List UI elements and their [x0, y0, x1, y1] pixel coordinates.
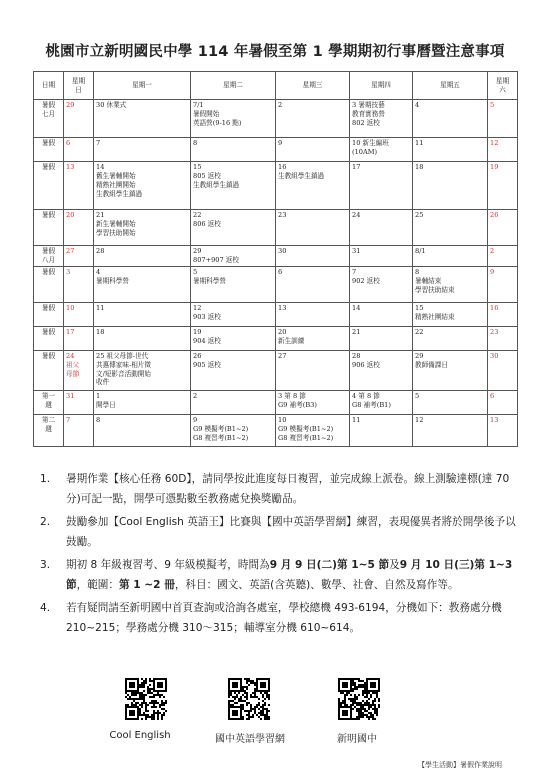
event-text: 文/短影音活動開始	[96, 369, 151, 378]
calendar-cell	[413, 266, 488, 302]
note-item	[40, 599, 525, 638]
day-number: 22	[415, 327, 424, 336]
day-number: 16	[490, 303, 499, 312]
calendar-cell	[413, 350, 488, 390]
calendar-row	[34, 326, 518, 350]
day-number: 1	[96, 391, 101, 400]
calendar-cell	[350, 210, 413, 246]
calendar-cell	[350, 266, 413, 302]
calendar-cell	[64, 162, 94, 210]
day-number: 13	[490, 415, 499, 424]
day-number: 8/1	[415, 247, 426, 255]
calendar-cell	[94, 246, 191, 267]
calendar-cell	[276, 302, 350, 326]
calendar-cell	[413, 414, 488, 446]
notes-list	[40, 470, 525, 642]
day-number: 9	[193, 415, 198, 424]
day-number: 25	[415, 211, 424, 219]
qr-code-label: 國中英語學習網	[215, 734, 285, 745]
note-item	[40, 470, 525, 509]
calendar-row	[34, 210, 518, 246]
note-highlight: 第 1 ~2 冊	[118, 578, 175, 591]
event-text: G8 補考(B1)	[352, 400, 391, 409]
calendar-cell	[94, 326, 191, 350]
footer-caption: 【學生活動】暑假作業說明	[418, 761, 502, 769]
calendar-header-5: 星期四	[350, 72, 413, 100]
event-text: (10AM)	[352, 147, 378, 156]
day-number: 2	[278, 101, 283, 109]
week-label: 暑假	[34, 210, 64, 246]
calendar-cell	[276, 162, 350, 210]
day-number: 29	[66, 101, 75, 109]
note-item	[40, 513, 525, 552]
week-label: 暑假	[34, 138, 64, 162]
day-number: 20	[278, 327, 287, 336]
calendar-cell	[350, 162, 413, 210]
event-text: 精熟社團開始	[96, 180, 136, 189]
calendar-cell	[191, 302, 276, 326]
event-text: 生教組學生鎮過	[193, 180, 240, 189]
event-text: 生教組學生鎮過	[278, 171, 325, 180]
day-number: 7	[352, 267, 357, 276]
calendar-cell	[94, 350, 191, 390]
day-number: 5	[415, 391, 420, 400]
calendar-cell	[94, 138, 191, 162]
day-number: 11	[96, 303, 105, 312]
calendar-header-7: 星期 六	[488, 72, 518, 100]
calendar-cell	[350, 390, 413, 414]
calendar-cell	[94, 266, 191, 302]
event-text: G9 補考(B3)	[278, 400, 317, 409]
day-number: 6	[66, 139, 71, 147]
calendar-cell	[191, 266, 276, 302]
event-text: G9 模擬考(B1~2)	[278, 424, 334, 433]
day-number: 2	[193, 391, 198, 400]
week-label: 暑假	[34, 266, 64, 302]
week-label: 暑假 七月	[34, 100, 64, 138]
day-number: 14	[352, 303, 361, 312]
page-title: 桃園市立新明國民中學 114 年暑假至第 1 學期期初行事曆暨注意事項	[45, 44, 505, 60]
event-text: 開學日	[96, 400, 116, 409]
day-number: 15	[193, 163, 202, 171]
day-number: 24	[352, 211, 361, 219]
day-number: 18	[415, 163, 424, 171]
calendar-cell	[488, 350, 518, 390]
calendar-header-row	[34, 72, 518, 100]
calendar-cell	[191, 326, 276, 350]
day-number: 17	[352, 163, 361, 171]
day-number: 10	[66, 303, 75, 312]
note-text: ，科目：國文、英語(含英聽)、數學、社會、自然及寫作等。	[174, 578, 459, 591]
calendar-row	[34, 266, 518, 302]
event-text: 學習扶助開始	[96, 228, 136, 237]
day-number: 10 新生編班	[352, 139, 389, 147]
day-number: 13	[66, 163, 75, 171]
note-highlight: 9 月 10 日(三)第 1~3 節	[66, 559, 513, 591]
day-number: 4	[96, 267, 101, 276]
day-number: 30 休業式	[96, 101, 127, 109]
day-number: 3	[66, 267, 71, 276]
qr-code-label: 新明國中	[337, 734, 377, 745]
calendar-cell	[276, 210, 350, 246]
event-text: 暑輔結束	[415, 276, 442, 285]
day-number: 16	[278, 163, 287, 171]
event-text: 學習扶助結束	[415, 285, 455, 294]
day-number: 13	[278, 303, 287, 312]
day-number: 29	[193, 247, 202, 255]
calendar-cell	[276, 246, 350, 267]
calendar-row	[34, 100, 518, 138]
event-text: 802 返校	[352, 118, 380, 127]
event-text: 英語營(9-16 點)	[193, 118, 242, 127]
day-number: 8	[193, 139, 198, 147]
day-number: 27	[278, 351, 287, 360]
event-text: 教育實務營	[352, 109, 385, 118]
week-label: 第一 週	[34, 390, 64, 414]
week-label: 暑假	[34, 302, 64, 326]
calendar-cell	[350, 350, 413, 390]
event-text: G9 模擬考(B1~2)	[193, 424, 249, 433]
note-text: 及	[389, 559, 400, 571]
day-number: 9	[278, 139, 283, 147]
event-text: 教師備課日	[415, 360, 448, 369]
calendar-cell	[276, 138, 350, 162]
calendar-cell	[94, 162, 191, 210]
week-label: 暑假	[34, 350, 64, 390]
calendar-cell	[64, 266, 94, 302]
event-text: 905 返校	[193, 360, 221, 369]
event-text: 暑期科學營	[193, 276, 226, 285]
day-number: 7/1	[193, 101, 204, 109]
event-text: 精熟社團結束	[415, 312, 455, 321]
day-number: 5	[490, 101, 495, 109]
day-number: 6	[490, 391, 495, 400]
calendar-cell	[64, 100, 94, 138]
event-text: 906 返校	[352, 360, 380, 369]
calendar-header-0: 日期	[34, 72, 64, 100]
calendar-row	[34, 414, 518, 446]
week-label: 暑假	[34, 326, 64, 350]
day-number: 3 暑期技藝	[352, 101, 385, 109]
calendar-cell	[488, 302, 518, 326]
calendar-row	[34, 246, 518, 267]
calendar-cell	[276, 266, 350, 302]
calendar-cell	[413, 390, 488, 414]
day-number: 27	[66, 247, 75, 255]
calendar-cell	[191, 138, 276, 162]
event-text: 807+907 返校	[193, 255, 239, 264]
calendar-cell	[413, 162, 488, 210]
day-number: 19	[490, 163, 499, 171]
day-number: 4 第 8 節	[352, 391, 380, 400]
day-number: 6	[278, 267, 283, 276]
event-text: 祖父	[66, 360, 80, 369]
calendar-cell	[191, 100, 276, 138]
qr-code-icon	[338, 678, 380, 720]
calendar-cell	[488, 390, 518, 414]
day-number: 25 祖父母節-世代	[96, 351, 149, 360]
day-number: 19	[193, 327, 202, 336]
event-text: 903 返校	[193, 312, 221, 321]
calendar-cell	[94, 390, 191, 414]
day-number: 28	[352, 351, 361, 360]
note-number: 1.	[40, 473, 51, 485]
day-number: 22	[193, 211, 202, 219]
note-highlight: 9 月 9 日(二)第 1~5 節	[269, 559, 390, 571]
qr-code-icon	[228, 678, 270, 720]
calendar-cell	[276, 100, 350, 138]
qr-code-icon	[125, 678, 167, 720]
day-number: 7	[66, 415, 71, 424]
calendar-header-3: 星期二	[191, 72, 276, 100]
event-text: 暑假開始	[193, 109, 220, 118]
day-number: 31	[352, 247, 361, 255]
calendar-cell	[413, 326, 488, 350]
calendar-row	[34, 138, 518, 162]
event-text: 806 返校	[193, 219, 221, 228]
calendar-cell	[488, 210, 518, 246]
day-number: 12	[415, 415, 424, 424]
day-number: 5	[193, 267, 198, 276]
calendar-cell	[191, 162, 276, 210]
calendar-cell	[191, 246, 276, 267]
event-text: 收件	[96, 378, 110, 387]
calendar-cell	[488, 414, 518, 446]
calendar-row	[34, 350, 518, 390]
day-number: 24	[66, 351, 75, 360]
calendar-cell	[413, 138, 488, 162]
calendar-cell	[350, 414, 413, 446]
calendar-cell	[276, 414, 350, 446]
day-number: 26	[193, 351, 202, 360]
calendar-cell	[488, 138, 518, 162]
calendar-cell	[350, 100, 413, 138]
calendar-cell	[191, 414, 276, 446]
note-number: 4.	[40, 602, 51, 614]
calendar-cell	[64, 326, 94, 350]
calendar-cell	[276, 326, 350, 350]
calendar-cell	[350, 302, 413, 326]
calendar-table	[33, 71, 518, 447]
day-number: 3 第 8 節	[278, 391, 306, 400]
calendar-cell	[350, 246, 413, 267]
note-text: 暑期作業【核心任務 60D】，請同學按此進度每日複習，並完成線上派卷。線上測驗達標(達 70 分)可記一點，開學可憑點數至教務處兌換獎勵品。	[66, 473, 510, 505]
day-number: 30	[490, 351, 499, 360]
calendar-cell	[64, 350, 94, 390]
event-text: 904 返校	[193, 336, 221, 345]
day-number: 23	[490, 327, 499, 336]
event-text: 暑期科學營	[96, 276, 129, 285]
calendar-cell	[64, 210, 94, 246]
event-text: 生教組學生鎮過	[96, 189, 143, 198]
event-text: 902 返校	[352, 276, 380, 285]
calendar-cell	[64, 414, 94, 446]
day-number: 30	[278, 247, 287, 255]
day-number: 4	[415, 101, 420, 109]
day-number: 7	[96, 139, 101, 147]
day-number: 14	[96, 163, 105, 171]
event-text: 母節	[66, 369, 80, 378]
event-text: 新生暑輔開始	[96, 219, 136, 228]
week-label: 暑假	[34, 162, 64, 210]
calendar-row	[34, 302, 518, 326]
day-number: 17	[66, 327, 75, 336]
calendar-cell	[276, 350, 350, 390]
calendar-header-2: 星期一	[94, 72, 191, 100]
day-number: 8	[415, 267, 420, 276]
day-number: 11	[352, 415, 361, 424]
day-number: 12	[193, 303, 202, 312]
calendar-cell	[94, 210, 191, 246]
day-number: 2	[490, 247, 495, 255]
event-text: G8 複習考(B1~2)	[278, 433, 334, 442]
calendar-cell	[64, 302, 94, 326]
calendar-cell	[276, 390, 350, 414]
day-number: 28	[96, 247, 105, 255]
calendar-cell	[64, 246, 94, 267]
note-number: 3.	[40, 559, 51, 571]
day-number: 29	[415, 351, 424, 360]
event-text: 805 返校	[193, 171, 221, 180]
calendar-cell	[488, 100, 518, 138]
calendar-cell	[94, 414, 191, 446]
calendar-cell	[350, 138, 413, 162]
calendar-cell	[413, 302, 488, 326]
day-number: 20	[66, 211, 75, 219]
event-text: G8 複習考(B1~2)	[193, 433, 249, 442]
note-text: 期初 8 年級複習考、9 年級模擬考，時間為	[66, 559, 270, 571]
day-number: 9	[490, 267, 495, 276]
day-number: 8	[96, 415, 101, 424]
calendar-cell	[191, 350, 276, 390]
calendar-cell	[94, 100, 191, 138]
note-text: 若有疑問請至新明國中首頁查詢或洽詢各處室，學校總機 493-6194，分機如下：教務處分機 210~215；學務處分機 310～315；輔導室分機 610~614。	[66, 602, 502, 634]
calendar-header-6: 星期五	[413, 72, 488, 100]
calendar-cell	[64, 138, 94, 162]
calendar-cell	[488, 246, 518, 267]
calendar-cell	[191, 210, 276, 246]
note-number: 2.	[40, 516, 51, 528]
day-number: 31	[66, 391, 75, 400]
day-number: 21	[96, 211, 105, 219]
calendar-header-4: 星期三	[276, 72, 350, 100]
day-number: 21	[352, 327, 361, 336]
calendar-cell	[488, 162, 518, 210]
calendar-cell	[488, 266, 518, 302]
event-text: 共惠傳家味-相片徵	[96, 360, 151, 369]
calendar-header-1: 星期 日	[64, 72, 94, 100]
event-text: 舊生暑輔開始	[96, 171, 136, 180]
day-number: 12	[490, 139, 499, 147]
calendar-cell	[413, 100, 488, 138]
day-number: 23	[278, 211, 287, 219]
calendar-cell	[488, 326, 518, 350]
event-text: 新生訓練	[278, 336, 305, 345]
calendar-cell	[64, 390, 94, 414]
day-number: 10	[278, 415, 287, 424]
day-number: 15	[415, 303, 424, 312]
note-text: 鼓勵參加【Cool English 英語王】比賽與【國中英語學習網】練習，表現優異者將於開學後予以鼓勵。	[66, 516, 516, 548]
week-label: 暑假 八月	[34, 246, 64, 267]
day-number: 26	[490, 211, 499, 219]
qr-code-label: Cool English	[109, 730, 171, 741]
day-number: 11	[415, 139, 424, 147]
note-item	[40, 556, 525, 595]
week-label: 第二 週	[34, 414, 64, 446]
note-text: ，範圍：	[76, 578, 119, 591]
calendar-row	[34, 390, 518, 414]
calendar-cell	[191, 390, 276, 414]
calendar-cell	[413, 210, 488, 246]
day-number: 18	[96, 327, 105, 336]
calendar-row	[34, 162, 518, 210]
calendar-cell	[413, 246, 488, 267]
calendar-cell	[94, 302, 191, 326]
calendar-cell	[350, 326, 413, 350]
